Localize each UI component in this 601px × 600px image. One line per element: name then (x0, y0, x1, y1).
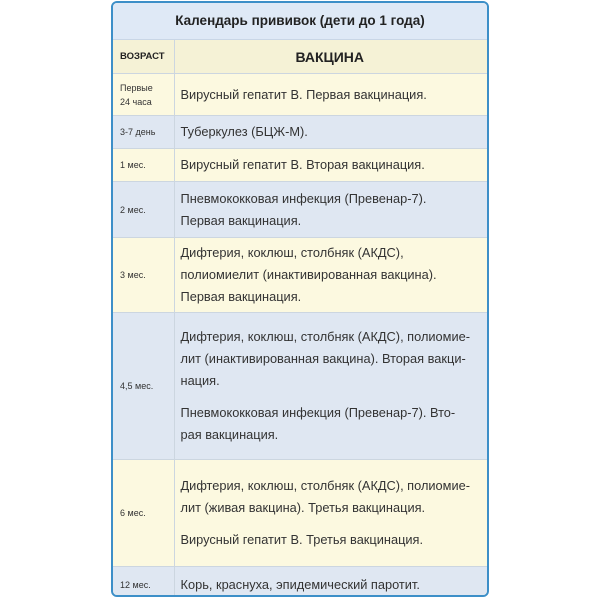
table-row (113, 313, 487, 460)
vaccine-text: Вирусный гепатит В. Третья вакцинация. (180, 532, 424, 547)
table-row (113, 460, 487, 567)
vaccine-text: Пневмококковая инфекция (Превенар-7). Вто- (180, 405, 456, 420)
table-row (113, 116, 487, 149)
age-column-header: ВОЗРАСТ (113, 40, 174, 74)
vaccine-cell (174, 567, 487, 598)
age-text: 4,5 мес. (120, 381, 154, 391)
age-cell (113, 116, 174, 149)
age-cell (113, 149, 174, 182)
vaccine-text: Туберкулез (БЦЖ-М). (180, 124, 308, 139)
vaccine-cell (174, 74, 487, 116)
vaccine-paragraph (181, 402, 480, 446)
age-text: Первые (120, 82, 153, 93)
table-title: Календарь прививок (дети до 1 года) (113, 3, 487, 40)
table-row (113, 182, 487, 238)
vaccine-text: лит (инактивированная вакцина). Вторая вакци- (180, 351, 466, 366)
vaccine-text: Дифтерия, коклюш, столбняк (АКДС), (180, 245, 404, 260)
vaccine-paragraph (181, 188, 480, 232)
table-row (113, 149, 487, 182)
vaccine-paragraph (181, 121, 480, 143)
vaccine-paragraph (181, 154, 480, 176)
vaccine-paragraph (181, 84, 480, 106)
vaccine-text: полиомиелит (инактивированная вакцина). (180, 267, 437, 282)
vaccine-text: Дифтерия, коклюш, столбняк (АКДС), полиомие- (180, 329, 470, 344)
vaccine-cell (174, 182, 487, 238)
table-row (113, 74, 487, 116)
vaccine-text: Вирусный гепатит В. Первая вакцинация. (180, 86, 427, 102)
vaccine-paragraph (181, 242, 480, 308)
age-cell (113, 238, 174, 313)
vaccine-text: Первая вакцинация. (180, 289, 302, 304)
vaccine-column-header: ВАКЦИНА (174, 40, 487, 74)
vaccine-text: Вирусный гепатит В. Вторая вакцинация. (180, 157, 425, 172)
vaccine-cell (174, 238, 487, 313)
vaccine-text: лит (живая вакцина). Третья вакцинация. (180, 500, 426, 515)
age-cell (113, 182, 174, 238)
vaccine-text: Дифтерия, коклюш, столбняк (АКДС), полиомие- (180, 478, 470, 493)
vaccine-paragraph (181, 574, 480, 596)
vaccination-table (113, 40, 487, 597)
age-text: 6 мес. (120, 508, 146, 518)
vaccine-paragraph (181, 326, 480, 392)
vaccine-cell (174, 460, 487, 567)
age-text: 3 мес. (120, 270, 146, 280)
vaccine-text: Пневмококковая инфекция (Превенар-7). (180, 190, 427, 206)
age-text: 12 мес. (120, 579, 151, 590)
vaccine-paragraph (181, 475, 480, 519)
age-cell (113, 74, 174, 116)
vaccine-text: Корь, краснуха, эпидемический паротит. (180, 576, 420, 592)
age-text: 1 мес. (120, 160, 146, 170)
vaccine-paragraph (181, 529, 480, 551)
vaccination-calendar-card (111, 1, 489, 597)
vaccine-text: нация. (180, 373, 220, 388)
age-cell (113, 460, 174, 567)
vaccine-cell (174, 116, 487, 149)
age-text: 2 мес. (120, 204, 146, 215)
vaccine-cell (174, 313, 487, 460)
table-row (113, 567, 487, 598)
table-row (113, 238, 487, 313)
age-cell (113, 313, 174, 460)
age-text: 24 часа (120, 96, 152, 107)
header-row (113, 40, 487, 74)
vaccine-text: Первая вакцинация. (180, 212, 302, 228)
age-cell (113, 567, 174, 598)
vaccine-cell (174, 149, 487, 182)
vaccine-text: рая вакцинация. (180, 427, 279, 442)
age-text: 3-7 день (120, 127, 156, 137)
